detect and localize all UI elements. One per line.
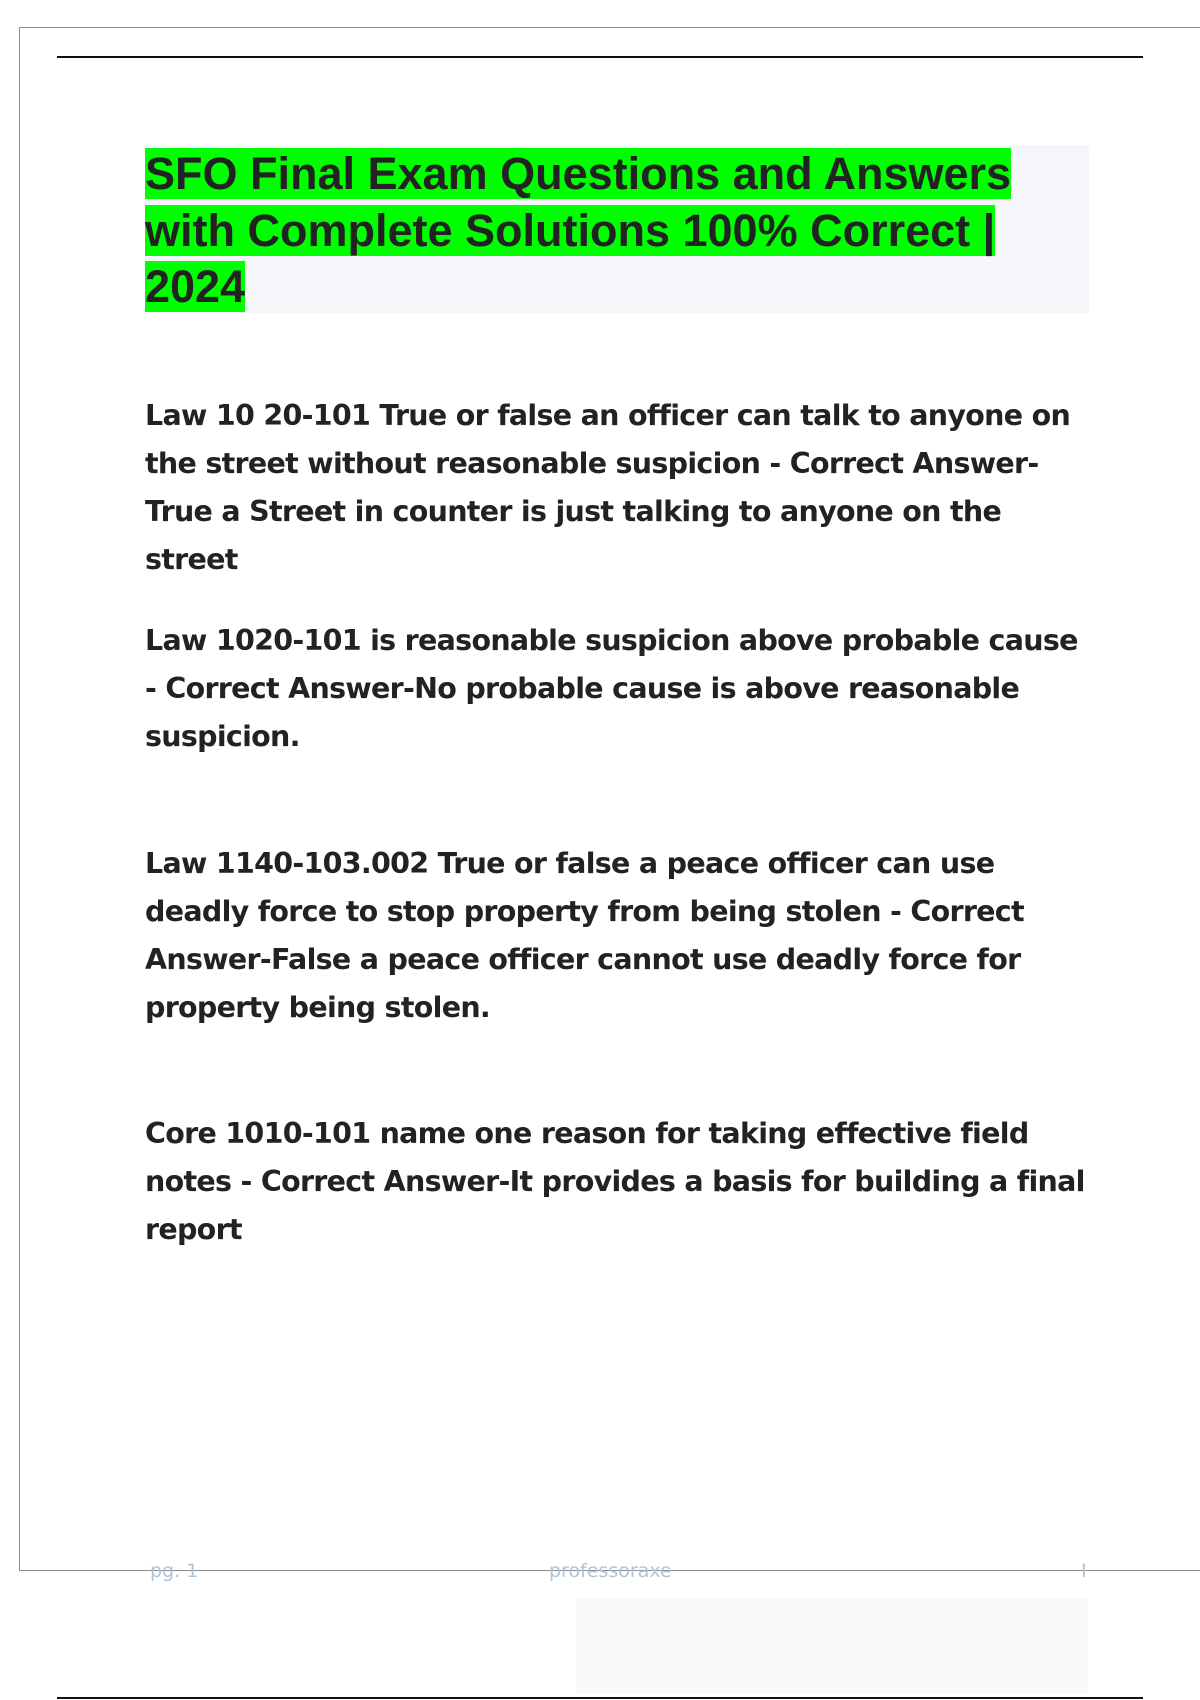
qa-item-1: Law 10 20-101 True or false an officer can talk to anyone on the street without reasonable suspicion - Correct Answer-True a Street in counter is just talking to anyone on the street <box>145 399 1071 576</box>
qa-item-3: Law 1140-103.002 True or false a peace officer can use deadly force to stop property from being stolen - Correct Answer-False a peace officer cannot use deadly force for property being stolen. <box>145 847 1024 1024</box>
bottom-rule <box>57 1697 1143 1699</box>
qa-item-4: Core 1010-101 name one reason for taking effective field notes - Correct Answer-It provides a basis for building a final report <box>145 1117 1085 1246</box>
footer-page-number: pg. 1 <box>150 1560 199 1582</box>
document-title <box>145 146 1085 316</box>
footer-author: professoraxe <box>549 1560 672 1582</box>
footer-right-mark: I <box>1081 1560 1087 1582</box>
footer-shade <box>576 1598 1088 1694</box>
document-title-text: SFO Final Exam Questions and Answers with Complete Solutions 100% Correct | 2024 <box>145 148 1012 312</box>
top-rule <box>57 56 1143 58</box>
qa-item-2: Law 1020-101 is reasonable suspicion above probable cause - Correct Answer-No probable cause is above reasonable suspicion. <box>145 624 1078 753</box>
